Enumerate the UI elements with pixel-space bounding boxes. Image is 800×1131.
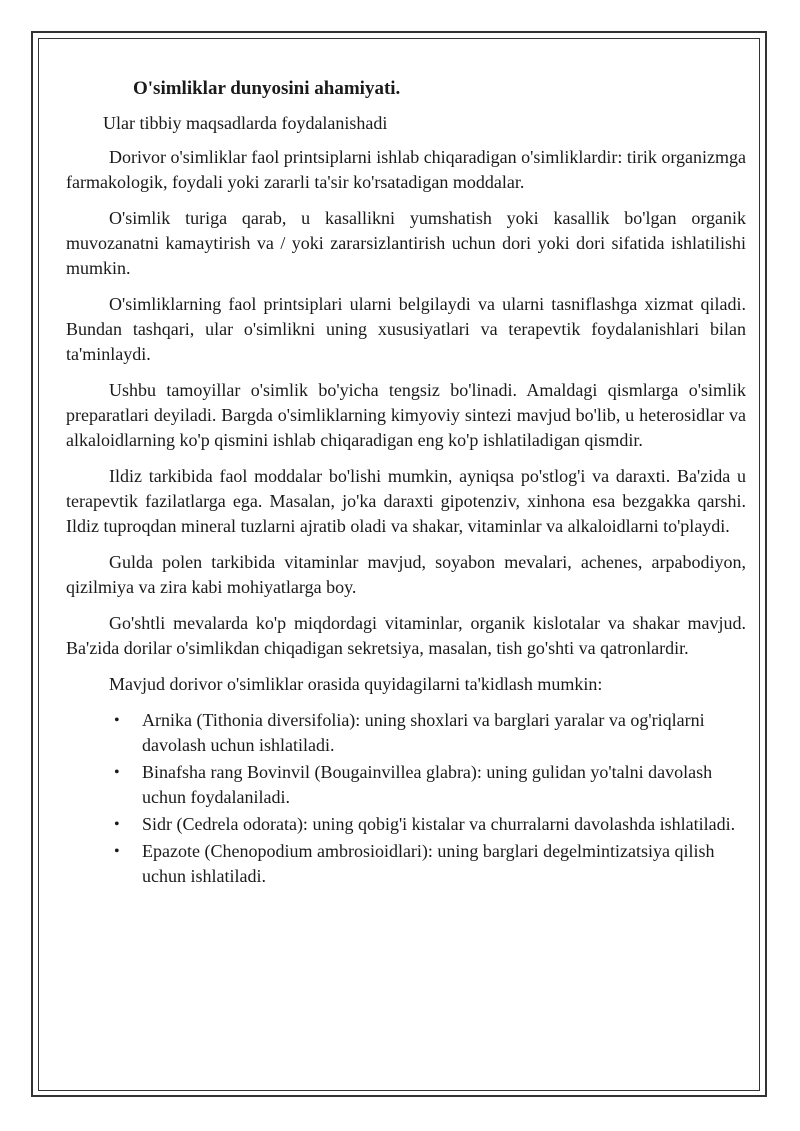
- list-item-text: Sidr (Cedrela odorata): uning qobig'i kistalar va churralarni davolashda ishlatiladi.: [142, 814, 736, 834]
- list-item-text: Binafsha rang Bovinvil (Bougainvillea glabra): uning gulidan yo'talni davolash uchun foydalaniladi.: [142, 762, 713, 807]
- bullet-icon: •: [114, 712, 120, 729]
- list-item: [66, 839, 746, 889]
- paragraph: Ushbu tamoyillar o'simlik bo'yicha tengsiz bo'linadi. Amaldagi qismlarga o'simlik preparatlari deyiladi. Bargda o'simliklarning kimyoviy sintezi mavjud bo'lib, u heterosidlar va alkaloidlarning ko'p qismini ishlab chiqaradigan eng ko'p ishlatiladigan qismdir.: [66, 380, 746, 450]
- paragraph-list-intro: Mavjud dorivor o'simliklar orasida quyidagilarni ta'kidlash mumkin:: [109, 674, 603, 694]
- bullet-icon: •: [114, 816, 120, 833]
- paragraph: Ildiz tarkibida faol moddalar bo'lishi mumkin, ayniqsa po'stlog'i va daraxti. Ba'zida u terapevtik fazilatlarga ega. Masalan, jo'ka daraxti gipotenziv, xinhona esa bezgakka qarshi. Ildiz tuproqdan mineral tuzlarni ajratib oladi va shakar, vitaminlar va alkaloidlarni to'playdi.: [66, 466, 746, 536]
- bullet-icon: •: [114, 843, 120, 860]
- plant-list: [66, 708, 746, 889]
- bullet-icon: •: [114, 764, 120, 781]
- list-item: [66, 708, 746, 758]
- document-title: O'simliklar dunyosini ahamiyati.: [133, 78, 401, 99]
- list-item-text: Arnika (Tithonia diversifolia): uning shoxlari va barglari yaralar va og'riqlarni davolash uchun ishlatiladi.: [142, 710, 705, 755]
- paragraph: Dorivor o'simliklar faol printsiplarni ishlab chiqaradigan o'simliklardir: tirik organizmga farmakologik, foydali yoki zararli ta'sir ko'rsatadigan moddalar.: [66, 147, 747, 192]
- paragraph: Go'shtli mevalarda ko'p miqdordagi vitaminlar, organik kislotalar va shakar mavjud. Ba'zida dorilar o'simlikdan chiqadigan sekretsiya, masalan, tish go'shti va qatronlardir.: [66, 613, 746, 658]
- document-body: [66, 70, 746, 891]
- paragraph: O'simliklarning faol printsiplari ularni belgilaydi va ularni tasniflashga xizmat qiladi. Bundan tashqari, ular o'simlikni uning xususiyatlari va terapevtik foydalanishlari bilan ta'minlaydi.: [66, 294, 746, 364]
- list-item-text: Epazote (Chenopodium ambrosioidlari): uning barglari degelmintizatsiya qilish uchun ishlatiladi.: [142, 841, 715, 886]
- paragraph: Gulda polen tarkibida vitaminlar mavjud, soyabon mevalari, achenes, arpabodiyon, qizilmiya va zira kabi mohiyatlarga boy.: [66, 552, 746, 597]
- paragraph: O'simlik turiga qarab, u kasallikni yumshatish yoki kasallik bo'lgan organik muvozanatni kamaytirish va / yoki zararsizlantirish uchun dori yoki dori sifatida ishlatilishi mumkin.: [66, 208, 746, 278]
- list-item: [66, 760, 746, 810]
- document-subtitle: Ular tibbiy maqsadlarda foydalanishadi: [103, 113, 388, 133]
- list-item: [66, 812, 746, 837]
